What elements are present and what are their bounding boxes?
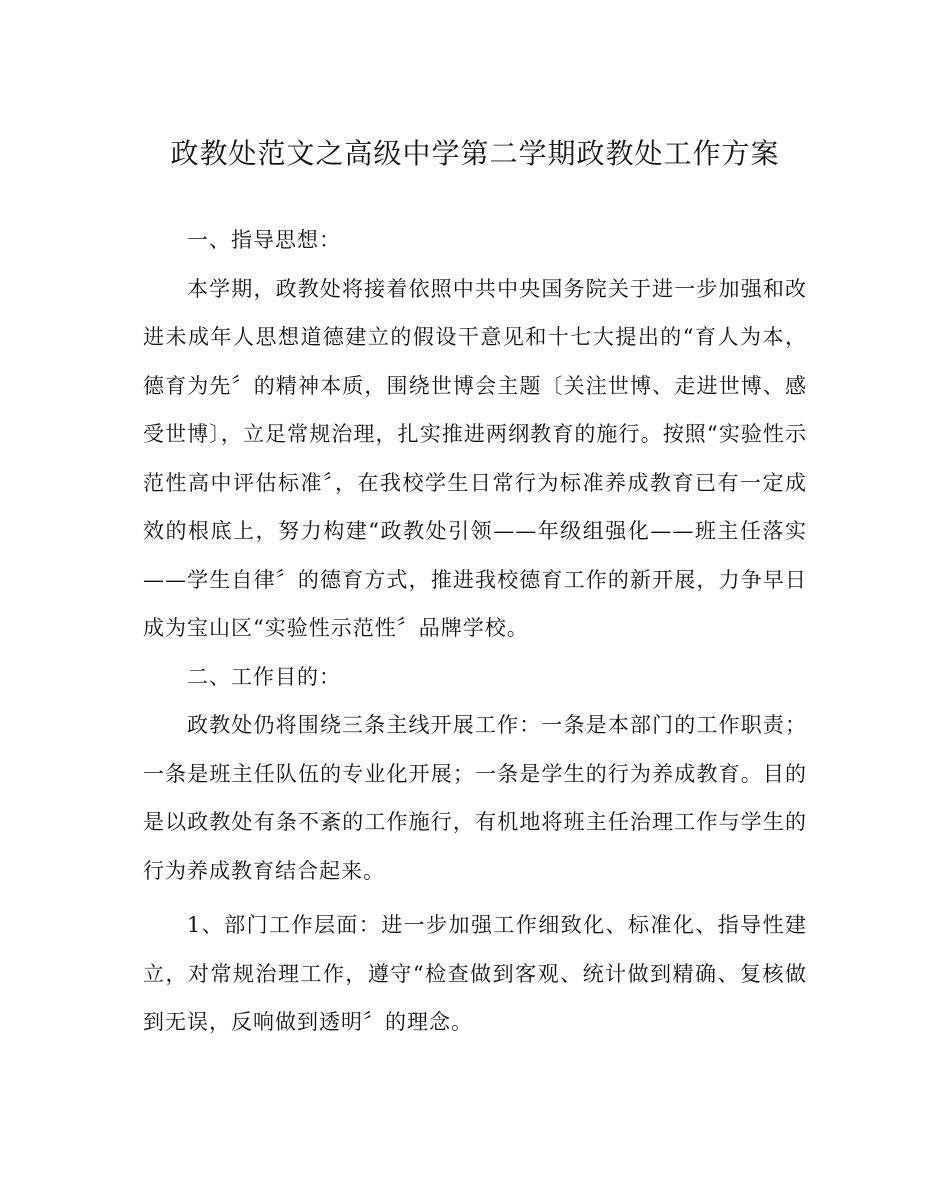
paragraph-department-level: 1、部门工作层面：进一步加强工作细致化、标准化、指导性建立，对常规治理工作，遵守“检查做到客观、统计做到精确、复核做到无误，反响做到透明〞的理念。: [143, 913, 807, 1034]
section-heading-work-goals: 二、工作目的：: [187, 664, 341, 689]
document-body: [143, 216, 807, 1047]
paragraph-work-goals: 政教处仍将围绕三条主线开展工作：一条是本部门的工作职责；一条是班主任队伍的专业化开展；一条是学生的行为养成教育。目的是以政教处有条不紊的工作施行，有机地将班主任治理工作与学生的行为养成教育结合起来。: [143, 713, 807, 883]
paragraph-guiding-ideology: 本学期，政教处将接着依照中共中央国务院关于进一步加强和改进未成年人思想道德建立的假设干意见和十七大提出的“育人为本，德育为先〞的精神本质，围绕世博会主题〔关注世博、走进世博、感受世博〕，立足常规治理，扎实推进两纲教育的施行。按照“实验性示范性高中评估标准〞，在我校学生日常行为标准养成教育已有一定成效的根底上，努力构建“政教处引领——年级组强化——班主任落实——学生自律〞的德育方式，推进我校德育工作的新开展，力争早日成为宝山区“实验性示范性〞品牌学校。: [143, 276, 807, 640]
document-title: 政教处范文之高级中学第二学期政教处工作方案: [170, 137, 780, 170]
section-heading-guiding-ideology: 一、指导思想：: [187, 228, 341, 252]
